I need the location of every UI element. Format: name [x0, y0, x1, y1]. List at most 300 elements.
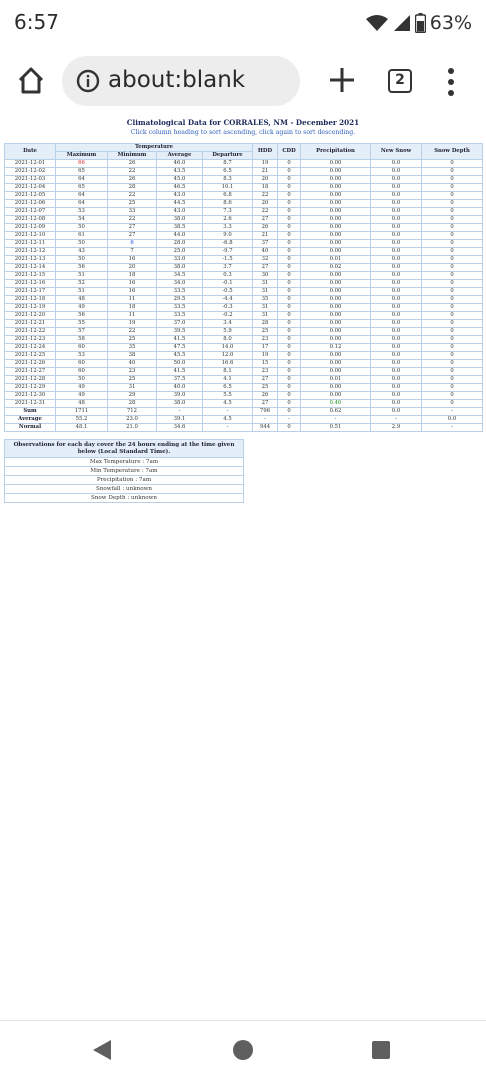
battery-icon	[415, 13, 426, 33]
summary-cell-new-snow: 0.0	[371, 408, 422, 416]
cell-precipitation: 0.00	[301, 224, 371, 232]
cell-new-snow: 0.0	[371, 192, 422, 200]
cell-hdd: 30	[253, 272, 278, 280]
cell-new-snow: 0.0	[371, 272, 422, 280]
cell-minimum: 16	[108, 256, 157, 264]
cell-maximum: 65	[56, 168, 108, 176]
cell-minimum: 20	[108, 264, 157, 272]
table-row	[5, 200, 483, 208]
cell-new-snow: 0.0	[371, 320, 422, 328]
cell-new-snow: 0.0	[371, 400, 422, 408]
cell-snow-depth: 0	[422, 264, 483, 272]
cell-average: 29.5	[157, 296, 203, 304]
home-icon[interactable]	[16, 66, 46, 96]
cell-departure: 16.6	[203, 360, 253, 368]
cell-snow-depth: 0	[422, 200, 483, 208]
web-page-content	[4, 118, 482, 503]
cell-date: 2021-12-12	[5, 248, 56, 256]
cell-snow-depth: 0	[422, 368, 483, 376]
col-header-precipitation[interactable]: Precipitation	[301, 144, 371, 160]
cell-maximum: 43	[56, 248, 108, 256]
cell-new-snow: 0.0	[371, 392, 422, 400]
cell-precipitation: 0.00	[301, 240, 371, 248]
cell-average: 33.5	[157, 304, 203, 312]
cell-snow-depth: 0	[422, 400, 483, 408]
cell-snow-depth: 0	[422, 336, 483, 344]
summary-cell-hdd: 796	[253, 408, 278, 416]
cell-new-snow: 0.0	[371, 176, 422, 184]
cell-average: 40.0	[157, 384, 203, 392]
cell-minimum: 31	[108, 384, 157, 392]
cell-precipitation: 0.00	[301, 272, 371, 280]
url-text[interactable]: about:blank	[108, 67, 246, 93]
home-nav-icon[interactable]	[233, 1040, 253, 1060]
cell-departure: 12.0	[203, 352, 253, 360]
page-subtitle: Click column heading to sort ascending, click again to sort descending.	[130, 129, 356, 136]
cell-precipitation: 0.00	[301, 368, 371, 376]
table-row	[5, 344, 483, 352]
table-row	[5, 264, 483, 272]
cell-new-snow: 0.0	[371, 344, 422, 352]
cell-date: 2021-12-25	[5, 352, 56, 360]
cell-maximum: 55	[56, 320, 108, 328]
new-tab-icon[interactable]	[328, 66, 356, 94]
cell-hdd: 23	[253, 368, 278, 376]
cell-hdd: 18	[253, 184, 278, 192]
cell-average: 28.0	[157, 240, 203, 248]
cell-average: 47.5	[157, 344, 203, 352]
cell-maximum: 50	[56, 240, 108, 248]
cell-departure: 4.5	[203, 400, 253, 408]
cell-maximum: 50	[56, 256, 108, 264]
summary-cell-cdd: 0	[278, 408, 301, 416]
col-header-maximum[interactable]: Maximum	[56, 152, 108, 160]
table-row	[5, 360, 483, 368]
summary-cell-average: -	[157, 408, 203, 416]
cell-maximum: 52	[56, 280, 108, 288]
cell-snow-depth: 0	[422, 168, 483, 176]
cell-average: 34.0	[157, 280, 203, 288]
cell-snow-depth: 0	[422, 176, 483, 184]
cell-snow-depth: 0	[422, 232, 483, 240]
col-header-snow-depth[interactable]: Snow Depth	[422, 144, 483, 160]
cell-maximum: 49	[56, 384, 108, 392]
cell-snow-depth: 0	[422, 184, 483, 192]
table-row	[5, 248, 483, 256]
cell-date: 2021-12-14	[5, 264, 56, 272]
cell-date: 2021-12-20	[5, 312, 56, 320]
cell-minimum: 25	[108, 200, 157, 208]
cell-hdd: 20	[253, 200, 278, 208]
battery-percent: 63%	[429, 12, 472, 34]
cell-minimum: 11	[108, 312, 157, 320]
summary-row	[5, 408, 483, 416]
cell-cdd: 0	[278, 368, 301, 376]
observation-line: Precipitation : 7am	[5, 476, 244, 485]
cell-date: 2021-12-16	[5, 280, 56, 288]
cell-date: 2021-12-22	[5, 328, 56, 336]
col-header-average[interactable]: Average	[157, 152, 203, 160]
col-header-date[interactable]: Date	[5, 144, 56, 160]
cell-average: 33.5	[157, 312, 203, 320]
summary-cell-snow-depth: -	[422, 408, 483, 416]
cell-new-snow: 0.0	[371, 360, 422, 368]
cell-average: 39.5	[157, 328, 203, 336]
cell-departure: 6.8	[203, 192, 253, 200]
observation-line: Min Temperature : 7am	[5, 467, 244, 476]
cell-date: 2021-12-17	[5, 288, 56, 296]
cell-hdd: 26	[253, 392, 278, 400]
wifi-icon	[365, 14, 389, 32]
cell-snow-depth: 0	[422, 376, 483, 384]
cell-average: 43.0	[157, 208, 203, 216]
cell-precipitation: 0.01	[301, 376, 371, 384]
cell-cdd: 0	[278, 272, 301, 280]
recents-icon[interactable]	[372, 1041, 390, 1059]
cell-departure: 4.1	[203, 376, 253, 384]
cell-average: 43.5	[157, 168, 203, 176]
cell-cdd: 0	[278, 192, 301, 200]
cell-cdd: 0	[278, 208, 301, 216]
summary-cell-precipitation: -	[301, 416, 371, 424]
cell-maximum: 65	[56, 184, 108, 192]
cell-departure: 10.1	[203, 184, 253, 192]
cell-precipitation: 0.00	[301, 176, 371, 184]
table-row	[5, 168, 483, 176]
cell-hdd: 27	[253, 400, 278, 408]
cell-snow-depth: 0	[422, 280, 483, 288]
cell-date: 2021-12-04	[5, 184, 56, 192]
cell-maximum: 60	[56, 360, 108, 368]
cell-departure: 9.0	[203, 232, 253, 240]
cell-precipitation: 0.00	[301, 192, 371, 200]
cell-hdd: 31	[253, 312, 278, 320]
cell-hdd: 19	[253, 160, 278, 168]
cell-hdd: 32	[253, 256, 278, 264]
summary-cell-minimum: 21.0	[108, 424, 157, 432]
table-row	[5, 392, 483, 400]
cell-precipitation: 0.12	[301, 344, 371, 352]
cell-maximum: 53	[56, 352, 108, 360]
observations-table	[4, 439, 244, 503]
cell-snow-depth: 0	[422, 224, 483, 232]
cell-snow-depth: 0	[422, 328, 483, 336]
cell-precipitation: 0.00	[301, 232, 371, 240]
cell-average: 33.5	[157, 288, 203, 296]
cell-date: 2021-12-19	[5, 304, 56, 312]
cell-cdd: 0	[278, 216, 301, 224]
cell-date: 2021-12-09	[5, 224, 56, 232]
summary-cell-average: 34.6	[157, 424, 203, 432]
cell-minimum: 23	[108, 368, 157, 376]
cell-cdd: 0	[278, 328, 301, 336]
cell-cdd: 0	[278, 336, 301, 344]
info-icon[interactable]	[76, 69, 100, 93]
cell-date: 2021-12-23	[5, 336, 56, 344]
cell-departure: -0.3	[203, 304, 253, 312]
cell-departure: 2.6	[203, 216, 253, 224]
cell-minimum: 18	[108, 272, 157, 280]
table-row	[5, 184, 483, 192]
cell-new-snow: 0.0	[371, 248, 422, 256]
cell-cdd: 0	[278, 352, 301, 360]
table-row	[5, 288, 483, 296]
cell-minimum: 22	[108, 216, 157, 224]
cell-cdd: 0	[278, 160, 301, 168]
overflow-menu-icon[interactable]	[446, 68, 456, 96]
cell-departure: -4.4	[203, 296, 253, 304]
cell-departure: -0.5	[203, 288, 253, 296]
cell-departure: 8.0	[203, 336, 253, 344]
cell-new-snow: 0.0	[371, 216, 422, 224]
cell-average: 46.0	[157, 160, 203, 168]
back-icon[interactable]	[92, 1039, 112, 1061]
cell-precipitation: 0.01	[301, 256, 371, 264]
cell-new-snow: 0.0	[371, 288, 422, 296]
cell-date: 2021-12-31	[5, 400, 56, 408]
climate-table	[4, 143, 483, 432]
cell-maximum: 48	[56, 296, 108, 304]
cell-date: 2021-12-06	[5, 200, 56, 208]
cell-snow-depth: 0	[422, 160, 483, 168]
col-header-hdd[interactable]: HDD	[253, 144, 278, 160]
cell-minimum: 22	[108, 168, 157, 176]
col-header-departure[interactable]: Departure	[203, 152, 253, 160]
cell-hdd: 21	[253, 168, 278, 176]
cell-hdd: 21	[253, 232, 278, 240]
cell-precipitation: 0.00	[301, 216, 371, 224]
cell-snow-depth: 0	[422, 272, 483, 280]
cell-departure: -9.7	[203, 248, 253, 256]
summary-cell-precipitation: 0.62	[301, 408, 371, 416]
cell-date: 2021-12-15	[5, 272, 56, 280]
status-icons	[365, 12, 472, 34]
cell-new-snow: 0.0	[371, 160, 422, 168]
cell-maximum: 58	[56, 336, 108, 344]
cell-new-snow: 0.0	[371, 184, 422, 192]
col-header-new-snow[interactable]: New Snow	[371, 144, 422, 160]
summary-cell-cdd: 0	[278, 424, 301, 432]
tab-switcher-button[interactable]: 2	[388, 69, 412, 93]
cell-new-snow: 0.0	[371, 304, 422, 312]
cell-date: 2021-12-10	[5, 232, 56, 240]
cell-cdd: 0	[278, 264, 301, 272]
cell-minimum: 27	[108, 232, 157, 240]
cell-departure: 8.6	[203, 200, 253, 208]
cell-precipitation: 0.00	[301, 168, 371, 176]
cell-precipitation: 0.00	[301, 200, 371, 208]
cell-minimum: 40	[108, 360, 157, 368]
cell-cdd: 0	[278, 312, 301, 320]
cell-minimum: 18	[108, 304, 157, 312]
table-row	[5, 176, 483, 184]
cell-minimum: 33	[108, 208, 157, 216]
cell-precipitation: 0.00	[301, 360, 371, 368]
summary-cell-maximum: 55.2	[56, 416, 108, 424]
cell-hdd: 17	[253, 344, 278, 352]
cell-cdd: 0	[278, 184, 301, 192]
cell-average: 41.5	[157, 368, 203, 376]
cell-maximum: 49	[56, 304, 108, 312]
summary-cell-new-snow: -	[371, 416, 422, 424]
cell-minimum: 11	[108, 296, 157, 304]
cell-departure: 8.1	[203, 368, 253, 376]
cell-average: 25.0	[157, 248, 203, 256]
cell-cdd: 0	[278, 360, 301, 368]
summary-cell-maximum: 48.1	[56, 424, 108, 432]
cell-maximum: 54	[56, 216, 108, 224]
summary-cell-departure: -	[203, 408, 253, 416]
cell-precipitation: 0.00	[301, 280, 371, 288]
climate-table-body	[5, 160, 483, 432]
cell-average: 34.5	[157, 272, 203, 280]
cell-departure: 0.3	[203, 272, 253, 280]
cell-new-snow: 0.0	[371, 352, 422, 360]
cell-new-snow: 0.0	[371, 280, 422, 288]
cell-maximum: 60	[56, 368, 108, 376]
cell-hdd: 37	[253, 240, 278, 248]
cell-average: 39.0	[157, 392, 203, 400]
table-row	[5, 352, 483, 360]
cell-snow-depth: 0	[422, 208, 483, 216]
summary-cell-new-snow: 2.9	[371, 424, 422, 432]
cell-snow-depth: 0	[422, 392, 483, 400]
url-bar[interactable]	[62, 56, 300, 106]
summary-label: Average	[5, 416, 56, 424]
cell-average: 45.5	[157, 352, 203, 360]
cell-departure: 6.5	[203, 384, 253, 392]
col-header-cdd[interactable]: CDD	[278, 144, 301, 160]
table-row	[5, 208, 483, 216]
status-bar	[0, 0, 486, 46]
summary-row	[5, 424, 483, 432]
cell-snow-depth: 0	[422, 248, 483, 256]
cell-hdd: 20	[253, 176, 278, 184]
cell-hdd: 26	[253, 224, 278, 232]
cell-hdd: 25	[253, 328, 278, 336]
cell-snow-depth: 0	[422, 192, 483, 200]
cell-cdd: 0	[278, 400, 301, 408]
cell-departure: 14.0	[203, 344, 253, 352]
cell-minimum: 28	[108, 400, 157, 408]
cell-snow-depth: 0	[422, 296, 483, 304]
cell-snow-depth: 0	[422, 288, 483, 296]
cell-hdd: 23	[253, 336, 278, 344]
cell-precipitation: 0.00	[301, 328, 371, 336]
cell-average: 38.0	[157, 216, 203, 224]
cell-departure: 3.7	[203, 264, 253, 272]
cell-snow-depth: 0	[422, 216, 483, 224]
table-row	[5, 376, 483, 384]
cell-departure: 3.3	[203, 224, 253, 232]
cell-maximum: 61	[56, 232, 108, 240]
cell-date: 2021-12-27	[5, 368, 56, 376]
cell-minimum: 7	[108, 248, 157, 256]
cell-departure: -1.5	[203, 256, 253, 264]
cell-hdd: 28	[253, 320, 278, 328]
summary-cell-average: 39.1	[157, 416, 203, 424]
cell-maximum: 57	[56, 328, 108, 336]
cell-hdd: 31	[253, 288, 278, 296]
cell-maximum: 66	[56, 160, 108, 168]
cell-cdd: 0	[278, 376, 301, 384]
status-time: 6:57	[14, 10, 59, 34]
cell-cdd: 0	[278, 256, 301, 264]
table-row	[5, 312, 483, 320]
cell-date: 2021-12-28	[5, 376, 56, 384]
col-header-minimum[interactable]: Minimum	[108, 152, 157, 160]
cell-cdd: 0	[278, 176, 301, 184]
summary-cell-hdd: -	[253, 416, 278, 424]
summary-cell-departure: 4.5	[203, 416, 253, 424]
summary-cell-cdd: -	[278, 416, 301, 424]
cell-hdd: 19	[253, 352, 278, 360]
cell-new-snow: 0.0	[371, 168, 422, 176]
cell-maximum: 51	[56, 288, 108, 296]
cell-maximum: 64	[56, 176, 108, 184]
cell-new-snow: 0.0	[371, 336, 422, 344]
cell-hdd: 31	[253, 304, 278, 312]
cell-minimum: 25	[108, 336, 157, 344]
cell-hdd: 27	[253, 264, 278, 272]
table-row	[5, 240, 483, 248]
cell-average: 44.5	[157, 200, 203, 208]
cell-minimum: 35	[108, 344, 157, 352]
cell-precipitation: 0.00	[301, 312, 371, 320]
cell-average: 37.0	[157, 320, 203, 328]
cell-precipitation: 0.00	[301, 304, 371, 312]
observation-line: Snowfall : unknown	[5, 485, 244, 494]
cell-snow-depth: 0	[422, 384, 483, 392]
table-row	[5, 256, 483, 264]
cell-precipitation: 0.00	[301, 248, 371, 256]
cell-maximum: 56	[56, 312, 108, 320]
cell-new-snow: 0.0	[371, 232, 422, 240]
table-row	[5, 336, 483, 344]
cell-maximum: 51	[56, 272, 108, 280]
cell-date: 2021-12-29	[5, 384, 56, 392]
table-row	[5, 224, 483, 232]
cell-departure: 7.3	[203, 208, 253, 216]
summary-cell-departure: -	[203, 424, 253, 432]
page-title: Climatological Data for CORRALES, NM - December 2021	[126, 118, 360, 127]
cell-average: 46.5	[157, 184, 203, 192]
cell-precipitation: 0.00	[301, 288, 371, 296]
cell-cdd: 0	[278, 248, 301, 256]
observations-header: Observations for each day cover the 24 hours ending at the time given below (Local Standard Time).	[5, 440, 244, 458]
cell-cdd: 0	[278, 296, 301, 304]
cell-average: 50.0	[157, 360, 203, 368]
cell-minimum: 6	[108, 240, 157, 248]
cell-minimum: 22	[108, 192, 157, 200]
summary-cell-snow-depth: 0.0	[422, 416, 483, 424]
summary-label: Normal	[5, 424, 56, 432]
cell-precipitation: 0.46	[301, 400, 371, 408]
cell-minimum: 28	[108, 184, 157, 192]
cell-departure: 3.4	[203, 320, 253, 328]
cell-departure: -6.8	[203, 240, 253, 248]
cell-maximum: 56	[56, 264, 108, 272]
cell-cdd: 0	[278, 344, 301, 352]
cell-hdd: 27	[253, 216, 278, 224]
summary-cell-minimum: 23.0	[108, 416, 157, 424]
cell-snow-depth: 0	[422, 304, 483, 312]
table-row	[5, 192, 483, 200]
cell-cdd: 0	[278, 232, 301, 240]
cell-date: 2021-12-18	[5, 296, 56, 304]
cell-maximum: 49	[56, 392, 108, 400]
cell-snow-depth: 0	[422, 344, 483, 352]
